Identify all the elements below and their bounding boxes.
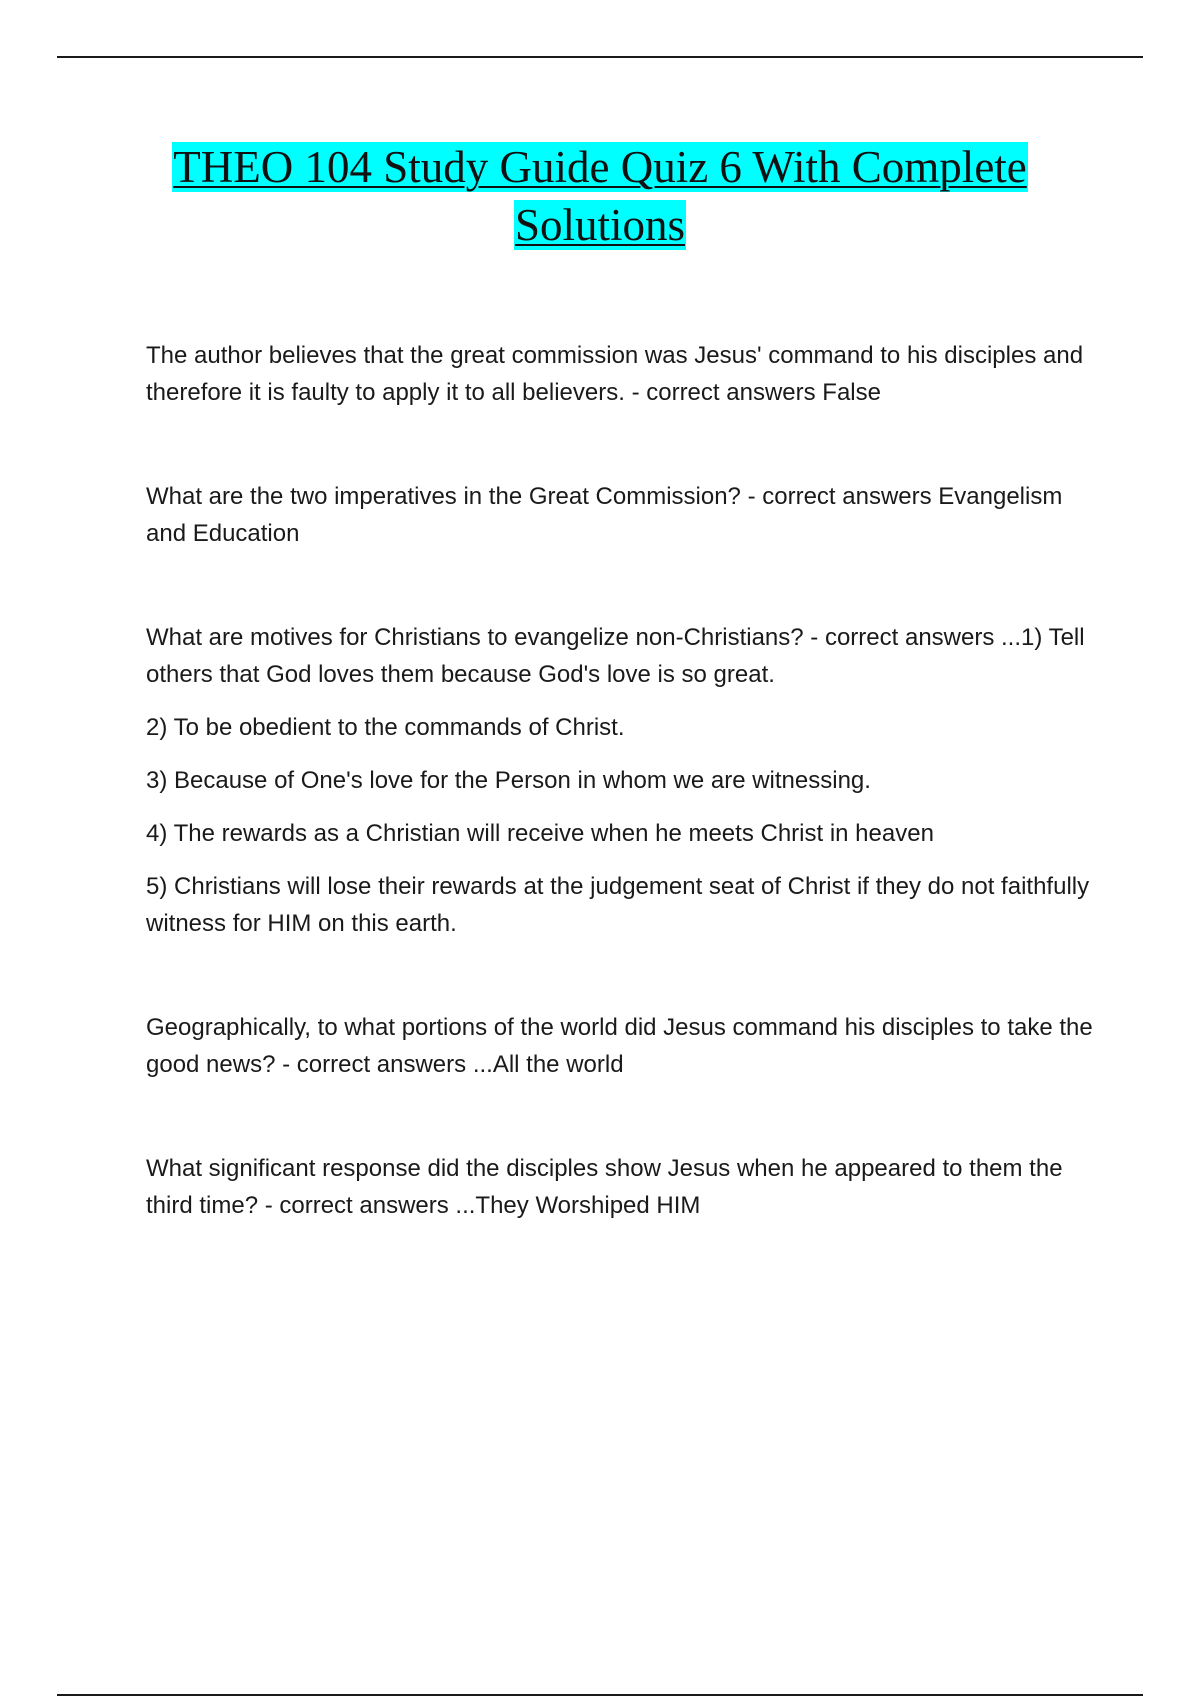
question-3-item-4: 4) The rewards as a Christian will receive when he meets Christ in heaven [146, 820, 934, 847]
top-rule [57, 56, 1143, 58]
question-3-text: What are motives for Christians to evangelize non-Christians? - correct answers ...1) Tell others that God loves them because God's love is so great. [146, 624, 1085, 688]
question-3-item-3: 3) Because of One's love for the Person in whom we are witnessing. [146, 767, 871, 794]
question-5 [146, 1150, 1096, 1224]
question-4-text: Geographically, to what portions of the world did Jesus command his disciples to take the good news? - correct answers ...All the world [146, 1014, 1093, 1078]
question-4 [146, 1009, 1096, 1083]
question-2-text: What are the two imperatives in the Great Commission? - correct answers Evangelism and Education [146, 483, 1063, 547]
question-3-item-2: 2) To be obedient to the commands of Christ. [146, 714, 625, 741]
page-title: THEO 104 Study Guide Quiz 6 With Complete Solutions [173, 142, 1027, 250]
question-2 [146, 478, 1096, 552]
question-1 [146, 337, 1096, 411]
question-1-text: The author believes that the great commission was Jesus' command to his disciples and therefore it is faulty to apply it to all believers. - correct answers False [146, 342, 1084, 406]
document-body [146, 337, 1096, 1224]
question-5-text: What significant response did the disciples show Jesus when he appeared to them the third time? - correct answers ...They Worshiped HIM [146, 1155, 1063, 1219]
question-3-item-5: 5) Christians will lose their rewards at the judgement seat of Christ if they do not faithfully witness for HIM on this earth. [146, 873, 1090, 937]
title-block [100, 138, 1100, 254]
bottom-rule [57, 1694, 1143, 1696]
question-3 [146, 619, 1096, 942]
